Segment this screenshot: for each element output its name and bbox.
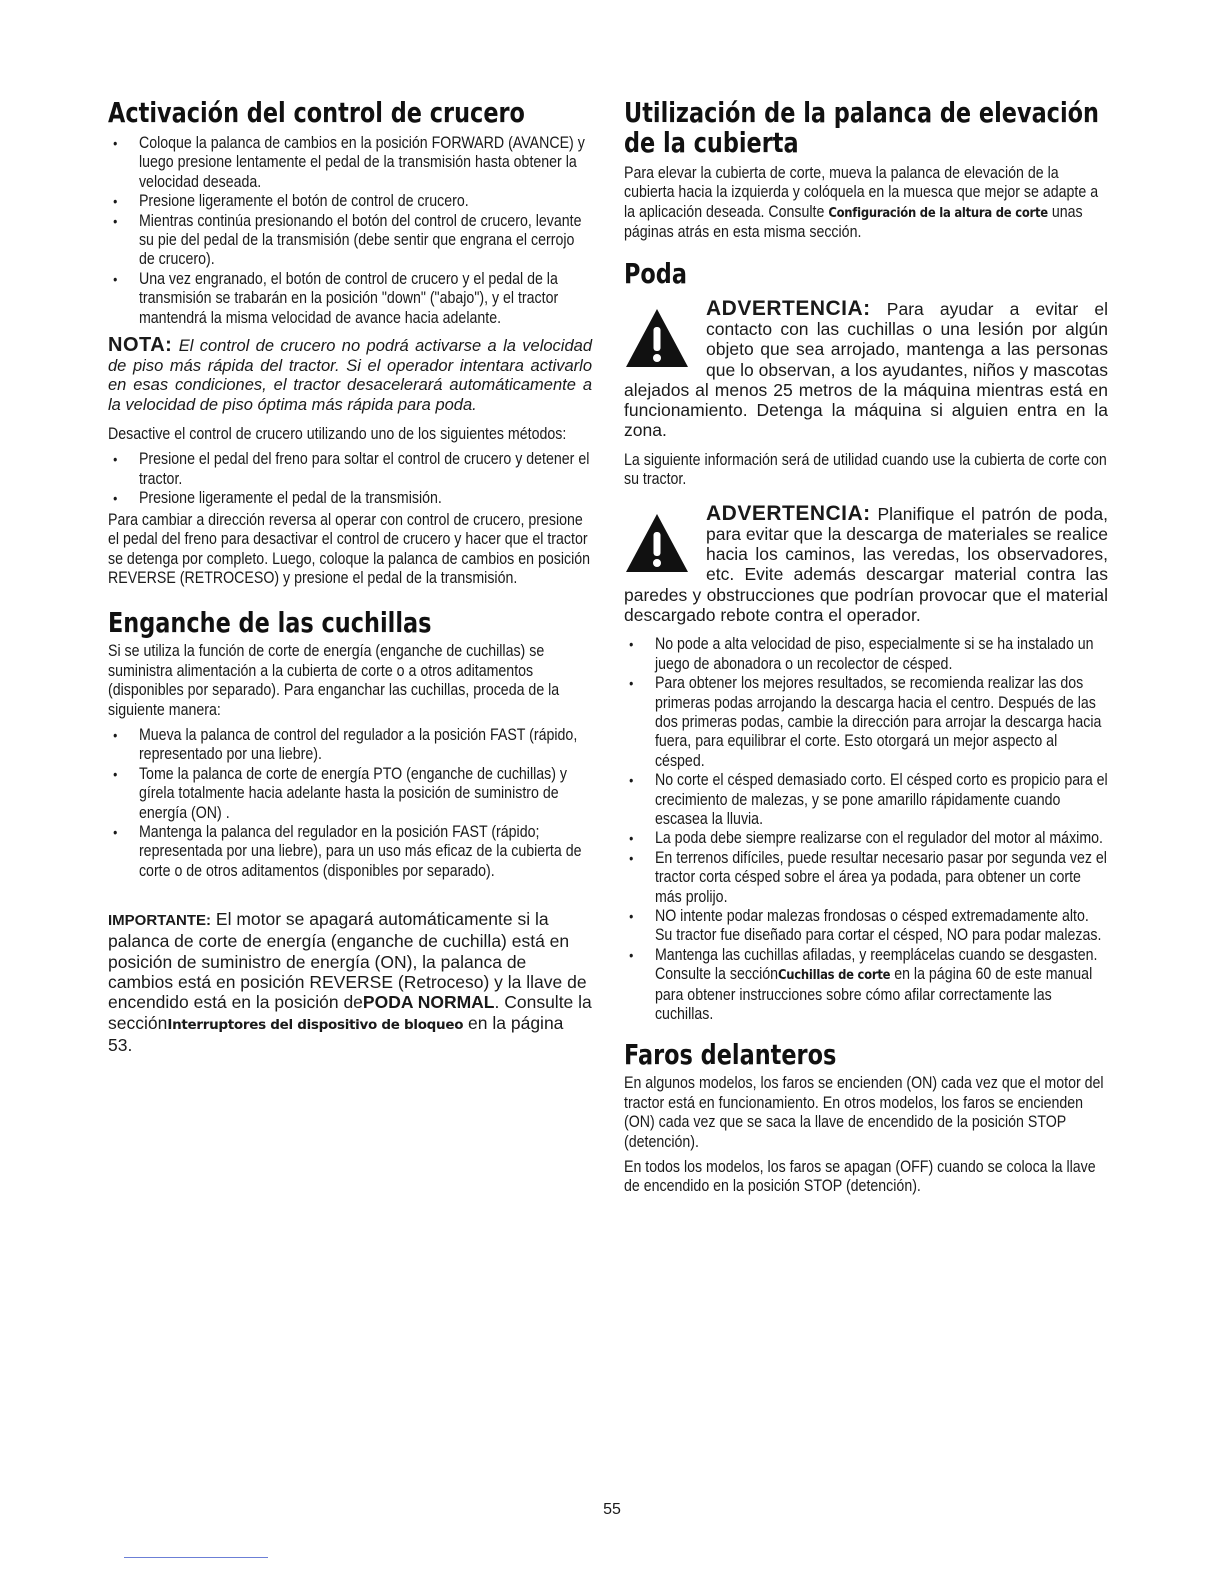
blades-reference: Cuchillas de corte [778,967,891,984]
important-end: en la página 53. [108,1012,564,1055]
lift-text-pre: Para elevar la cubierta de corte, mueva la palanca de elevación de la cubierta hacia la izquierda y colóquela en la muesca que mejor se adapte a la aplicación deseada. Consulte [624,164,1099,221]
list-item: • Tome la palanca de corte de energía PTO (enganche de cuchillas) y gírela totalmente hacia adelante hasta la posición de suministro de energía (ON) . [108,765,592,823]
warning-text: Planifique el patrón de poda, para evitar que la descarga de materiales se realice hacia los caminos, las veredas, los observadores, etc. Evite además descargar material contra las paredes y obstrucciones que podrían provocar que el material descargado rebote contra el operador. [624,503,1108,625]
cruise-steps-list [108,134,592,328]
poda-heading: Poda [624,256,687,290]
headlights-paragraph-1: En algunos modelos, los faros se encienden (ON) cada vez que el motor del tractor está en funcionamiento. En otros modelos, los faros se encienden (ON) cada vez que se saca la llave de encendido de la posición STOP (detención). [624,1074,1104,1151]
list-item: • No pode a alta velocidad de piso, especialmente si se ha instalado un juego de abonadora o un recolector de césped. [624,635,1108,674]
reverse-paragraph: Para cambiar a dirección reversa al operar con control de crucero, presione el pedal del freno para desactivar el control de crucero y hacer que el tractor se detenga por completo. Luego, coloque la palanca de cambios en posición REVERSE (RETROCESO) y presione el pedal de la transmisión. [108,510,591,587]
important-mid: . Consulte la sección [108,992,592,1033]
cruise-note [108,336,592,415]
mowing-tips-list [624,635,1108,1024]
warning-triangle-icon [624,512,690,574]
warning-label: ADVERTENCIA: [706,501,871,525]
list-item: • Mantenga la palanca del regulador en la posición FAST (rápido; representada por una liebre), para un uso más eficaz de la cubierta de corte o de otros aditamentos (disponibles por separado). [108,823,592,881]
warning-block-2 [624,501,1108,626]
list-item: • Mientras continúa presionando el botón del control de crucero, levante su pie del pedal de la transmisión (debe sentir que engrana el cerrojo de crucero). [108,212,592,270]
warning-label: ADVERTENCIA: [706,296,871,320]
list-item: • No corte el césped demasiado corto. El césped corto es propicio para el crecimiento de malezas, y se pone amarillo rápidamente cuando escasea la lluvia. [624,771,1108,829]
headlights-paragraph-2: En todos los modelos, los faros se apagan (OFF) cuando se coloca la llave de encendido en la posición STOP (detención). [624,1158,1096,1196]
important-label: IMPORTANTE: [108,912,212,930]
note-text: El control de crucero no podrá activarse a la velocidad de piso más rápida del tractor. Si el operador intentara activarlo en esas condiciones, el tractor desacelerará automáticamente a la velocidad de piso óptima más rápida para poda. [108,337,593,414]
list-item: • Coloque la palanca de cambios en la posición FORWARD (AVANCE) y luego presione lentamente el pedal de la transmisión hasta obtener la velocidad deseada. [108,134,592,192]
tip-text-post: en la página 60 de este manual para obtener instrucciones sobre cómo afilar correctamente las cuchillas. [654,965,1093,1024]
poda-info: La siguiente información será de utilidad cuando use la cubierta de corte con su tractor. [624,450,1107,489]
warning-text: Para ayudar a evitar el contacto con las cuchillas o una lesión por algún objeto que sea arrojado, mantenga a las personas que lo observan, a los ayudantes, niños y mascotas alejados al menos 25 metros de la máquina mientras está en funcionamiento. Detenga la máquina si alguien entra en la zona. [624,298,1108,441]
headlights-heading: Faros delanteros [624,1038,837,1072]
list-item: • Presione el pedal del freno para soltar el control de crucero y detener el tractor. [108,450,592,489]
list-item [624,946,1108,1025]
important-note [108,909,592,1055]
list-item: • Presione ligeramente el botón de control de crucero. [108,192,592,211]
note-label: NOTA: [108,334,173,357]
tip-text-pre: Mantenga las cuchillas afiladas, y reemplácelas cuando se desgasten. Consulte la sección [654,945,1098,984]
deactivate-list [108,450,592,508]
warning-block-1 [624,296,1108,441]
list-item: • Una vez engranado, el botón de control de crucero y el pedal de la transmisión se trabarán en la posición "down" ("abajo"), y el tractor mantendrá la misma velocidad de avance hacia adelante. [108,270,592,328]
lift-heading: Utilización de la palanca de elevación de la cubierta [624,96,1099,159]
engage-steps-list [108,726,592,881]
list-item: • NO intente podar malezas frondosas o césped extremadamente alto. Su tractor fue diseñado para cortar el césped, NO para podar malezas. [624,907,1108,946]
list-item: • La poda debe siempre realizarse con el regulador del motor al máximo. [624,829,1108,848]
warning-triangle-icon [624,307,690,369]
important-bold: PODA NORMAL [362,992,495,1013]
list-item: • En terrenos difíciles, puede resultar necesario pasar por segunda vez el tractor corta césped sobre el área ya podada, para obtener un corte más prolijo. [624,849,1108,907]
footer-divider [124,1557,268,1558]
lift-paragraph [624,164,1108,243]
important-text: El motor se apagará automáticamente si la palanca de corte de energía (enganche de cuchilla) está en posición de suministro de energía (ON), la palanca de cambios está en posición REVERSE (Retroceso) y la llave de encendido está en la posición de [108,909,587,1013]
lift-reference: Configuración de la altura de corte [828,204,1048,221]
list-item: • Mueva la palanca de control del regulador a la posición FAST (rápido, representado por una liebre). [108,726,592,765]
engage-intro: Si se utiliza la función de corte de energía (enganche de cuchillas) se suministra alimentación a la cubierta de corte o a otros aditamentos (disponibles por separado). Para enganchar las cuchillas, proceda de la siguiente manera: [108,642,560,719]
list-item: • Presione ligeramente el pedal de la transmisión. [108,489,592,508]
list-item: • Para obtener los mejores resultados, se recomienda realizar las dos primeras podas arrojando la descarga hacia el centro. Después de las dos primeras podas, cambie la dirección para arrojar la descarga hacia fuera, para equilibrar el corte. Esto otorgará un mejor aspecto al césped. [624,674,1108,771]
page-number: 55 [603,1501,621,1518]
right-column [624,98,1108,1203]
important-reference: Interruptores del dispositivo de bloqueo [167,1016,464,1033]
engage-heading: Enganche de las cuchillas [108,606,432,640]
deactivate-intro: Desactive el control de crucero utilizando uno de los siguientes métodos: [108,425,567,444]
cruise-heading: Activación del control de crucero [108,96,525,129]
left-column [108,98,592,1055]
lift-text-post: unas páginas atrás en esta misma sección. [624,202,1083,242]
